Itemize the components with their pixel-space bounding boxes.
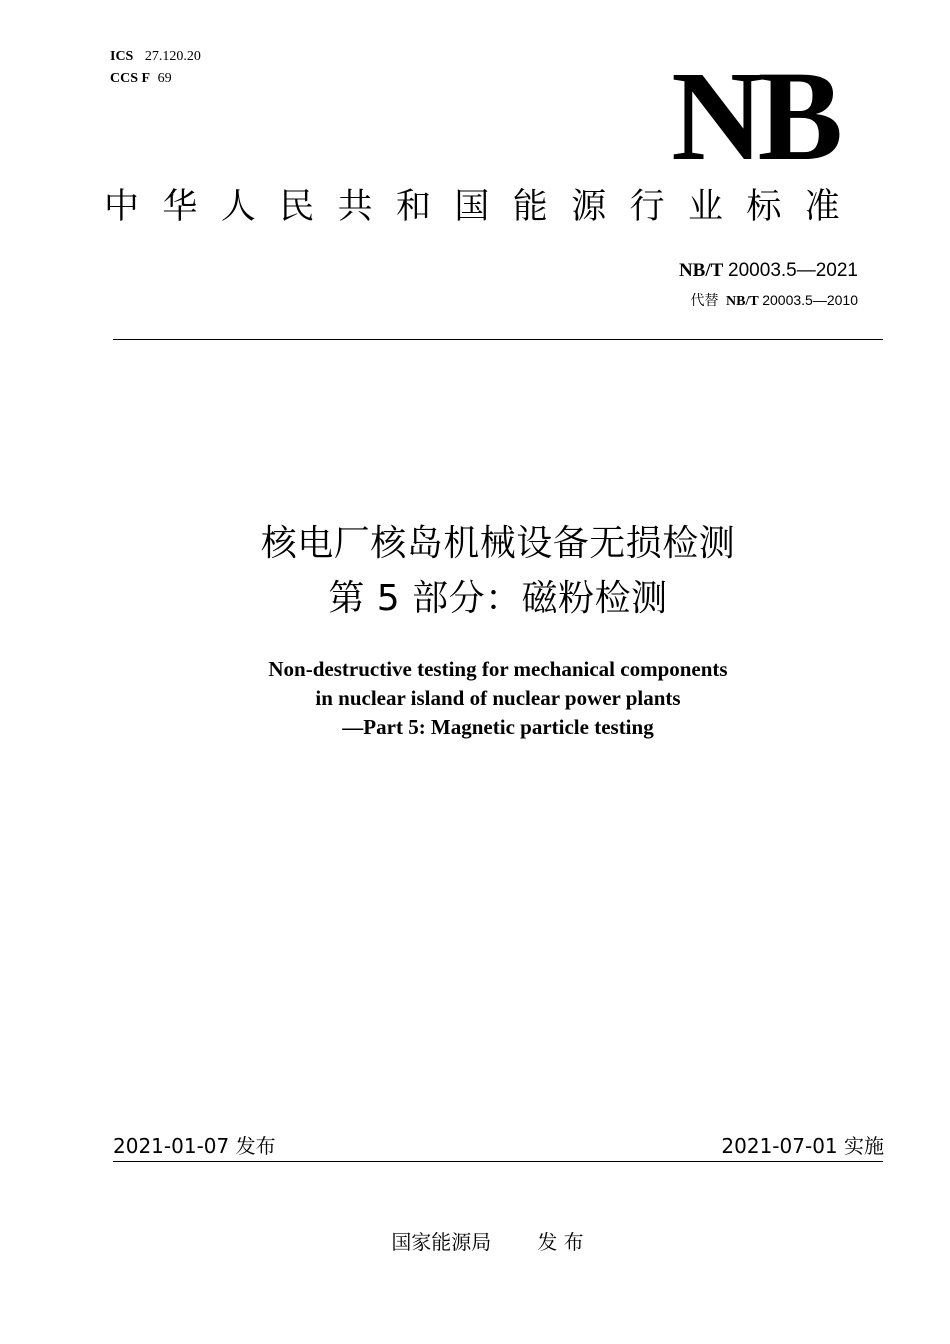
- top-divider: [113, 339, 883, 340]
- ics-line: [110, 46, 201, 68]
- standard-number: [679, 258, 858, 284]
- publisher: [0, 1228, 950, 1256]
- implementation-date: 2021-07-01 实施: [721, 1134, 884, 1158]
- ccs-value: 69: [157, 71, 172, 86]
- ics-value: 27.120.20: [144, 49, 201, 64]
- replaces-prefix: NB/T: [726, 294, 759, 309]
- replaces-standard: [691, 290, 858, 312]
- ccs-line: [110, 68, 201, 90]
- nb-logo: NB: [671, 45, 837, 187]
- english-title-line-2: in nuclear island of nuclear power plants: [315, 686, 681, 710]
- replaces-label: 代替: [690, 293, 719, 309]
- english-title-line-1: Non-destructive testing for mechanical components: [268, 657, 728, 681]
- ics-label: ICS: [110, 49, 134, 64]
- classification-codes: [110, 46, 201, 90]
- chinese-title-line-2: 第 5 部分：磁粉检测: [328, 578, 668, 619]
- publisher-action: 发 布: [537, 1230, 584, 1254]
- ccs-label: CCS F: [110, 71, 151, 86]
- publisher-name: 国家能源局: [391, 1230, 492, 1254]
- standard-category-title: 中华人民共和国能源行业标准: [104, 187, 864, 227]
- chinese-title-line-1: 核电厂核岛机械设备无损检测: [260, 523, 736, 564]
- issue-date: 2021-01-07 发布: [113, 1134, 276, 1158]
- bottom-divider: [113, 1161, 883, 1162]
- standard-number-value: 20003.5—2021: [728, 260, 858, 281]
- standard-number-prefix: NB/T: [678, 260, 724, 281]
- english-title-line-3: —Part 5: Magnetic particle testing: [342, 715, 654, 739]
- replaces-number: 20003.5—2010: [762, 292, 858, 308]
